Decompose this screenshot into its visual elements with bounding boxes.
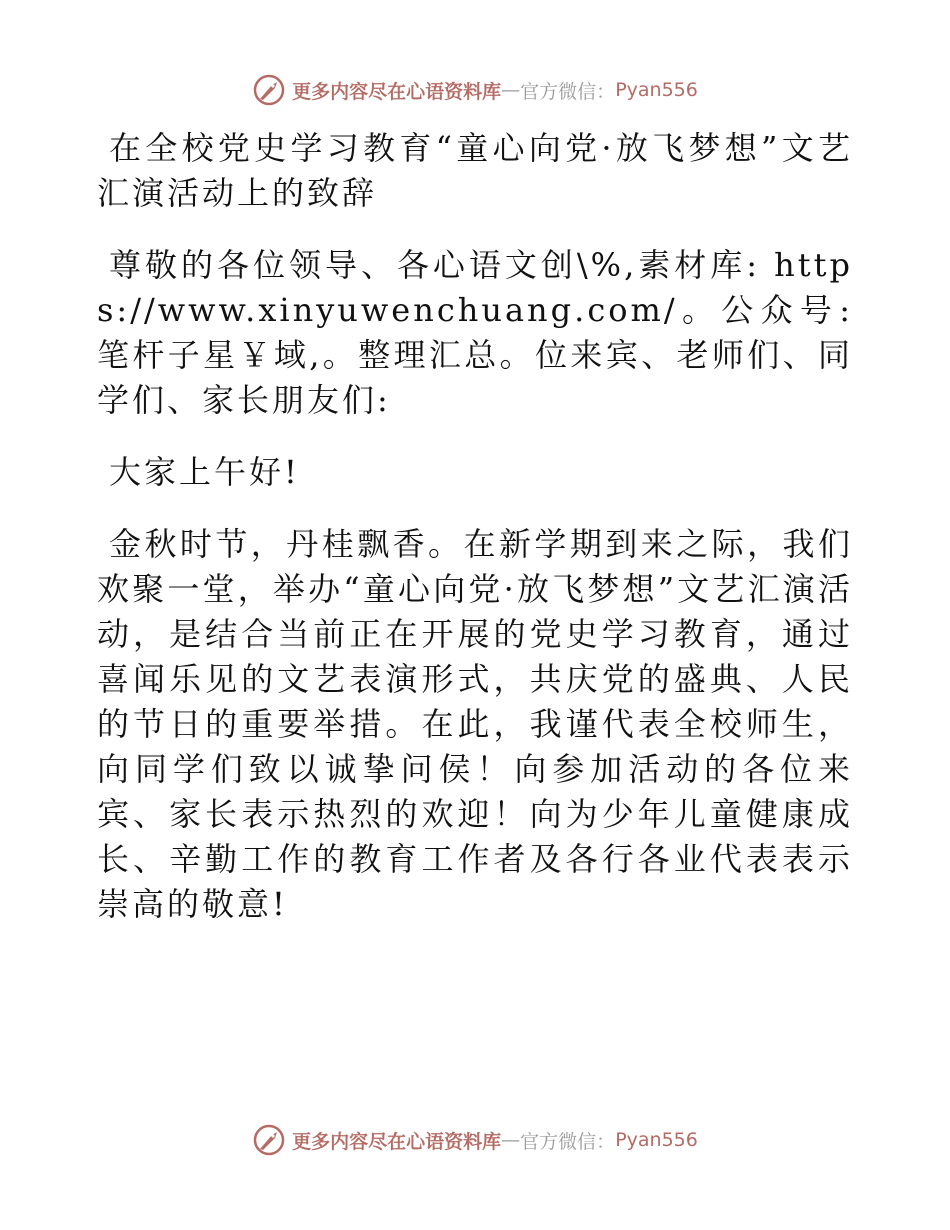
banner-main-text: 更多内容尽在心语资料库: [292, 1130, 502, 1153]
banner-wechat-id: Pyan556: [615, 79, 698, 101]
salutation-paragraph: 尊敬的各位领导、各心语文创\%,素材库: https://www.xinyuwenchuang.com/。公众号: 笔杆子星￥域,。整理汇总。位来宾、老师们、同学们、家长朋友们:: [97, 246, 853, 419]
pen-nib-logo-icon: [252, 73, 286, 107]
footer-watermark-banner: [0, 1120, 950, 1160]
document-title: 在全校党史学习教育“童心向党·放飞梦想”文艺汇演活动上的致辞: [97, 129, 853, 212]
banner-dash: —: [501, 1129, 521, 1151]
document-body: [97, 126, 853, 954]
greeting-paragraph: 大家上午好!: [109, 453, 300, 491]
banner-secondary-text: 官方微信：: [520, 80, 616, 103]
banner-wechat-id: Pyan556: [615, 1129, 698, 1151]
banner-dash: —: [501, 79, 521, 101]
header-watermark-banner: [0, 70, 950, 110]
banner-main-text: 更多内容尽在心语资料库: [292, 80, 502, 103]
banner-secondary-text: 官方微信：: [520, 1130, 616, 1153]
pen-nib-logo-icon: [252, 1123, 286, 1157]
body-paragraph: 金秋时节，丹桂飘香。在新学期到来之际，我们欢聚一堂，举办“童心向党·放飞梦想”文艺汇演活动，是结合当前正在开展的党史学习教育，通过喜闻乐见的文艺表演形式，共庆党的盛典、人民的节日的重要举措。在此，我谨代表全校师生，向同学们致以诚挚问侯！向参加活动的各位来宾、家长表示热烈的欢迎！向为少年儿童健康成长、辛勤工作的教育工作者及各行各业代表表示崇高的敬意!: [97, 525, 853, 923]
